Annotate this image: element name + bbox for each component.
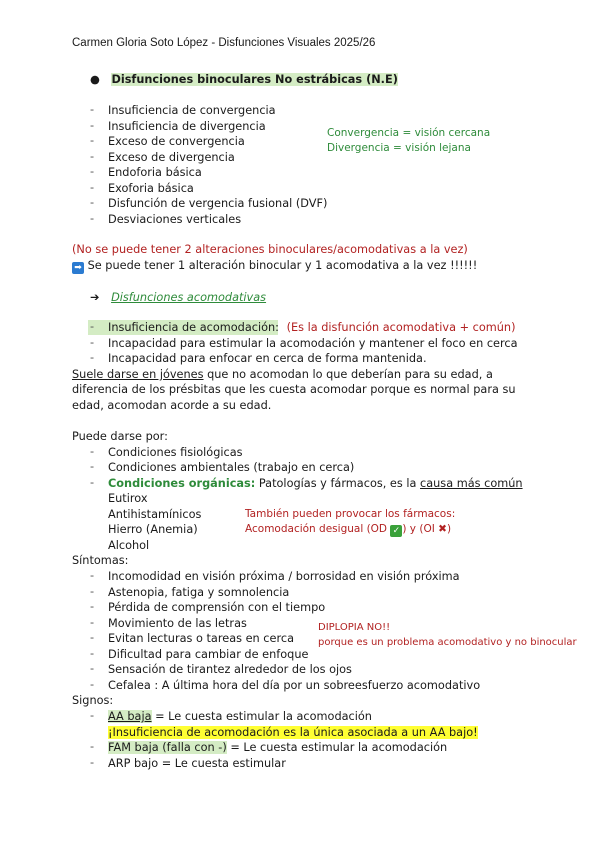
dash: - <box>90 662 95 675</box>
list-item: Pérdida de comprensión con el tiempo <box>108 601 326 614</box>
signs-heading: Signos: <box>72 694 114 707</box>
dash: - <box>90 103 95 116</box>
dash: - <box>90 165 95 178</box>
note-text: ) <box>446 523 452 535</box>
drug-item: Alcohol <box>108 539 150 552</box>
dash: - <box>90 150 95 163</box>
handwritten-note <box>245 522 451 537</box>
dash: - <box>90 351 95 364</box>
list-item: Endoforia básica <box>108 166 202 179</box>
list-item: Dificultad para cambiar de enfoque <box>108 648 309 661</box>
dash: - <box>90 181 95 194</box>
item-text: = Le cuesta estimular la acomodación <box>151 710 372 723</box>
list-item <box>108 709 372 724</box>
list-item: Disfunción de vergencia fusional (DVF) <box>108 197 328 210</box>
dash: - <box>90 740 95 753</box>
list-item: Cefalea : A última hora del día por un sobreesfuerzo acomodativo <box>108 679 481 692</box>
cross-icon: ✖ <box>438 523 447 535</box>
list-item: Insuficiencia de divergencia <box>108 120 266 133</box>
paragraph-text: que no acomodan lo que deberían para su edad, a <box>203 368 493 381</box>
list-item: Insuficiencia de convergencia <box>108 104 276 117</box>
handwritten-note: Divergencia = visión lejana <box>327 142 471 154</box>
arrow-bullet-icon: ➔ <box>90 291 100 304</box>
right-arrow-icon: ➡ <box>72 262 84 274</box>
underlined-text: Suele darse en jóvenes <box>72 368 204 381</box>
dash: - <box>90 476 95 489</box>
list-item: Exceso de divergencia <box>108 151 235 164</box>
check-icon: ✓ <box>390 525 402 537</box>
handwritten-note: porque es un problema acomodativo y no binocular <box>318 637 577 648</box>
item-label: Insuficiencia de acomodación: <box>108 321 279 334</box>
list-item: ARP bajo = Le cuesta estimular <box>108 757 286 770</box>
item-text: Patologías y fármacos, es la <box>255 477 421 490</box>
item-label: Condiciones orgánicas: <box>108 477 256 490</box>
dash: - <box>90 631 95 644</box>
dash: - <box>90 134 95 147</box>
list-item: Sensación de tirantez alrededor de los ojos <box>108 663 352 676</box>
handwritten-note: Convergencia = visión cercana <box>327 127 491 139</box>
list-item: Exoforia básica <box>108 182 194 195</box>
note-text: ) y (OI <box>402 523 439 535</box>
list-item: Incapacidad para enfocar en cerca de forma mantenida. <box>108 352 427 365</box>
list-item: Movimiento de las letras <box>108 617 247 630</box>
dash: - <box>90 709 95 722</box>
page-header: Carmen Gloria Soto López - Disfunciones Visuales 2025/26 <box>72 37 376 49</box>
list-item: Exceso de convergencia <box>108 135 245 148</box>
dash: - <box>90 756 95 769</box>
symptoms-heading: Síntomas: <box>72 554 129 567</box>
note-text: ¡Insuficiencia de acomodación es la única asociada a un AA bajo! <box>108 726 478 739</box>
causes-heading: Puede darse por: <box>72 430 168 443</box>
item-text: = Le cuesta estimular la acomodación <box>226 741 448 754</box>
drug-item: Eutirox <box>108 492 148 505</box>
list-item <box>108 320 516 335</box>
paragraph-line <box>72 367 493 382</box>
list-item <box>108 476 523 491</box>
dash: - <box>90 212 95 225</box>
highlighted-note <box>108 725 478 740</box>
underlined-text: causa más común <box>420 477 523 490</box>
arrow-line <box>72 258 477 274</box>
drug-item: Hierro (Anemia) <box>108 523 198 536</box>
dash: - <box>90 569 95 582</box>
list-item: Condiciones fisiológicas <box>108 446 243 459</box>
dash: - <box>90 616 95 629</box>
list-item: Incapacidad para estimular la acomodación y mantener el foco en cerca <box>108 337 518 350</box>
dash: - <box>90 585 95 598</box>
arrow-line-text: Se puede tener 1 alteración binocular y 1 acomodativa a la vez !!!!!! <box>87 259 478 272</box>
highlighted-term: AA baja <box>108 710 152 723</box>
paragraph-line: diferencia de los présbitas que les cuesta acomodar porque es normal para su <box>72 383 516 396</box>
dash: - <box>90 320 95 333</box>
dash: - <box>90 600 95 613</box>
subsection-title: Disfunciones acomodativas <box>111 291 267 304</box>
subsection-heading <box>90 290 266 305</box>
item-note: (Es la disfunción acomodativa + común) <box>286 321 516 334</box>
handwritten-note: También pueden provocar los fármacos: <box>245 508 456 520</box>
bullet: ● <box>90 73 100 86</box>
dash: - <box>90 460 95 473</box>
paragraph-line: edad, acomodan acorde a su edad. <box>72 399 272 412</box>
list-item: Desviaciones verticales <box>108 213 242 226</box>
list-item: Condiciones ambientales (trabajo en cerca) <box>108 461 355 474</box>
list-item: Astenopia, fatiga y somnolencia <box>108 586 290 599</box>
dash: - <box>90 678 95 691</box>
list-item: Evitan lecturas o tareas en cerca <box>108 632 294 645</box>
dash: - <box>90 445 95 458</box>
dash: - <box>90 196 95 209</box>
dash: - <box>90 336 95 349</box>
highlighted-term: FAM baja (falla con -) <box>108 741 227 754</box>
warning-text: (No se puede tener 2 alteraciones binoculares/acomodativas a la vez) <box>72 243 468 256</box>
handwritten-note: DIPLOPIA NO!! <box>318 622 391 633</box>
dash: - <box>90 119 95 132</box>
list-item: Incomodidad en visión próxima / borrosidad en visión próxima <box>108 570 460 583</box>
note-text: Acomodación desigual (OD <box>245 523 391 535</box>
section-heading <box>90 72 398 87</box>
drug-item: Antihistamínicos <box>108 508 202 521</box>
list-item <box>108 740 447 755</box>
section-title: Disfunciones binoculares No estrábicas (N.E) <box>111 73 398 86</box>
dash: - <box>90 647 95 660</box>
